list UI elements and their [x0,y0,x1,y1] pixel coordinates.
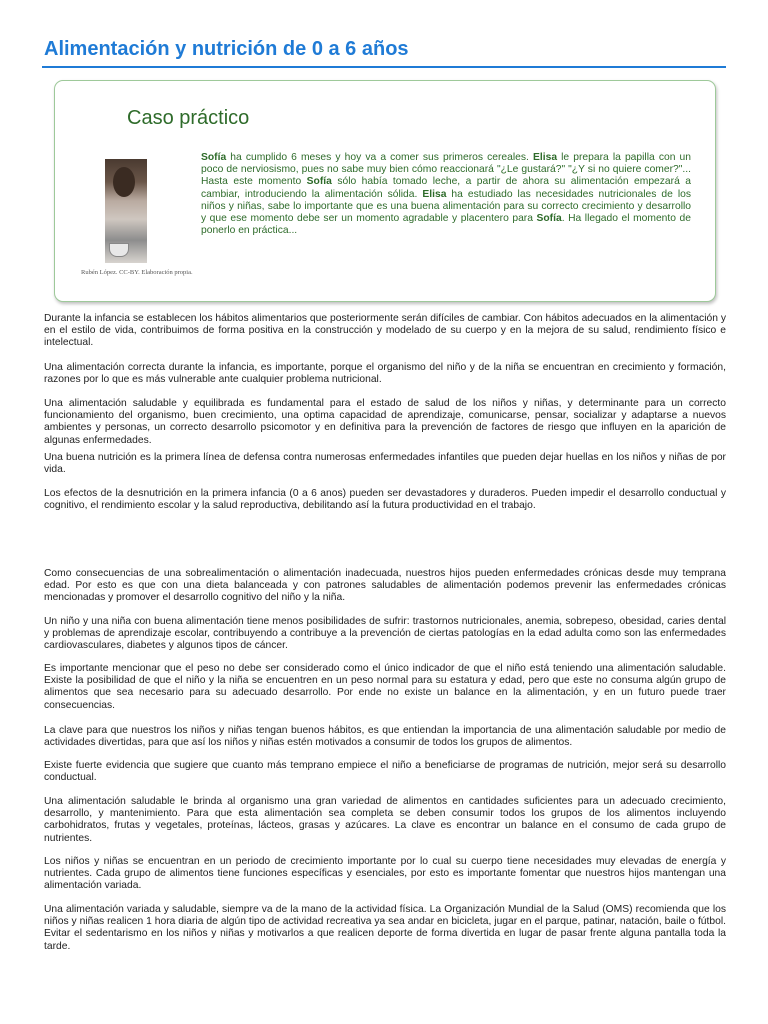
body-paragraph: Los niños y niñas se encuentran en un periodo de crecimiento importante por lo cual su cuerpo tiene necesidades muy elevadas de energía y nutrientes. Cada grupo de alimentos tiene funciones específicas y esenciales, por esto es importante fomentar que nuestros hijos mantengan una alimentación variada. [44,856,726,892]
case-text-segment: Sofía [536,213,562,225]
photo-figure-head [113,167,135,197]
body-paragraph: Una alimentación saludable y equilibrada es fundamental para el estado de salud de los niños y niñas, y determinante para un correcto funcionamiento del organismo, buen crecimiento, una optima capacidad de aprendizaje, comunicarse, pensar, socializar y adaptarse a nuevos ambientes y personas, un correcto desarrollo psicomotor y en definitiva para la prevención de factores de riesgo que influyen en la aparición de algunas enfermedades. [44,398,726,446]
case-photo-image [105,159,147,263]
page-title: Alimentación y nutrición de 0 a 6 años [44,38,409,60]
case-text-segment: Sofía [201,152,227,163]
body-paragraph: Una alimentación saludable le brinda al organismo una gran variedad de alimentos en cantidades suficientes para un adecuado crecimiento, desarrollo, y mantenimiento. Para que esta alimentación sea completa se deben consumir todos los grupos de los alimentos incluyendo carbohidratos, frutas y vegetales, proteínas, lácteos, grasas y azúcares. La clave es encontrar un balance en el consumo de cada grupo de nutrientes. [44,796,726,844]
case-text-segment: . Ha llegado el momento de ponerlo en práctica... [201,213,691,237]
case-text-segment: ha cumplido 6 meses y hoy va a comer sus primeros cereales. [226,152,533,163]
body-paragraph: La clave para que nuestros los niños y niñas tengan buenos hábitos, es que entiendan la importancia de una alimentación saludable por medio de actividades divertidas, para que así los niños y niñas estén motivados a consumir de todos los grupos de alimentos. [44,725,726,749]
body-paragraph: Una alimentación variada y saludable, siempre va de la mano de la actividad física. La Organización Mundial de la Salud (OMS) recomienda que los niños y niñas realicen 1 hora diaria de algún tipo de actividad recreativa ya sea andar en bicicleta, jugar en el parque, patinar, natación, baile o fútbol. Evitar el sedentarismo en los niños y niñas y motivarlos a que realicen deporte de forma divertida en lugar de pasar frente alguna pantalla toda la tarde. [44,904,726,952]
body-paragraph: Durante la infancia se establecen los hábitos alimentarios que posteriormente serán difíciles de cambiar. Con hábitos adecuados en la alimentación y en el estilo de vida, contribuimos de forma positiva en la construcción y modelado de su cuerpo y en la mejora de su salud, rendimiento físico e intelectual. [44,313,726,349]
body-paragraph: Un niño y una niña con buena alimentación tiene menos posibilidades de sufrir: trastornos nutricionales, anemia, sobrepeso, obesidad, caries dental y problemas de aprendizaje escolar, contribuyendo a contribuye a la prevención de ciertas patologías en la edad adulta como son las enfermedades cardiovasculares, diabetes y algunos tipos de cáncer. [44,616,726,652]
photo-bowl [109,243,129,257]
case-text-segment: ha estudiado las necesidades nutricionales de los niños y niñas, sabe lo importante que es una buena alimentación para su correcto crecimiento y desarrollo y que ese momento debe ser un momento agradable y placentero para [201,188,691,225]
body-paragraph: Es importante mencionar que el peso no debe ser considerado como el único indicador de que el niño está teniendo una alimentación saludable. Existe la posibilidad de que el niño y la niña se encuentren en un peso normal para su estatura y edad, pero que este no consuma algún grupo de alimentos que sea necesario para su adecuado desarrollo. Por ende no existe un balance en la alimentación, y en un futuro puede traer consecuencias. [44,663,726,711]
photo-credit: Rubén López. CC-BY. Elaboración propia. [81,269,193,276]
title-underline [42,66,726,68]
case-text-segment: Sofía [306,176,332,188]
case-text-segment: Elisa [533,152,558,163]
case-study-heading: Caso práctico [127,107,250,129]
body-paragraph: Una alimentación correcta durante la infancia, es importante, porque el organismo del niño y de la niña se encuentran en crecimiento y formación, razones por lo que es más vulnerable ante cualquier problema nutricional. [44,362,726,386]
case-study-text [201,152,691,237]
case-text-segment: le prepara la papilla con un poco de nerviosismo, pues no sabe muy bien cómo reaccionará "¿Le gustará?" "¿Y si no quiere comer?"... Hasta este momento [201,152,691,188]
body-paragraph: Como consecuencias de una sobrealimentación o alimentación inadecuada, nuestros hijos pueden enfermedades crónicas desde muy temprana edad. Por esto es que con una dieta balanceada y con patrones saludables de alimentación podemos prevenir las enfermedades crónicas mencionadas y promover el desarrollo cognitivo del niño y la niña. [44,568,726,604]
body-paragraph: Existe fuerte evidencia que sugiere que cuanto más temprano empiece el niño a beneficiarse de programas de nutrición, mejor será su desarrollo conductual. [44,760,726,784]
case-text-segment: sólo había tomado leche, a partir de ahora su alimentación empezará a cambiar, introduciendo la alimentación sólida. [201,176,692,200]
case-text-segment: Elisa [422,188,447,200]
case-study-box [54,80,716,302]
body-paragraph: Los efectos de la desnutrición en la primera infancia (0 a 6 anos) pueden ser devastadores y duraderos. Pueden impedir el desarrollo conductual y cognitivo, el rendimiento escolar y la salud reproductiva, debilitando así la futura productividad en el trabajo. [44,488,726,512]
body-paragraph: Una buena nutrición es la primera línea de defensa contra numerosas enfermedades infantiles que pueden dejar huellas en los niños y niñas de por vida. [44,452,726,476]
